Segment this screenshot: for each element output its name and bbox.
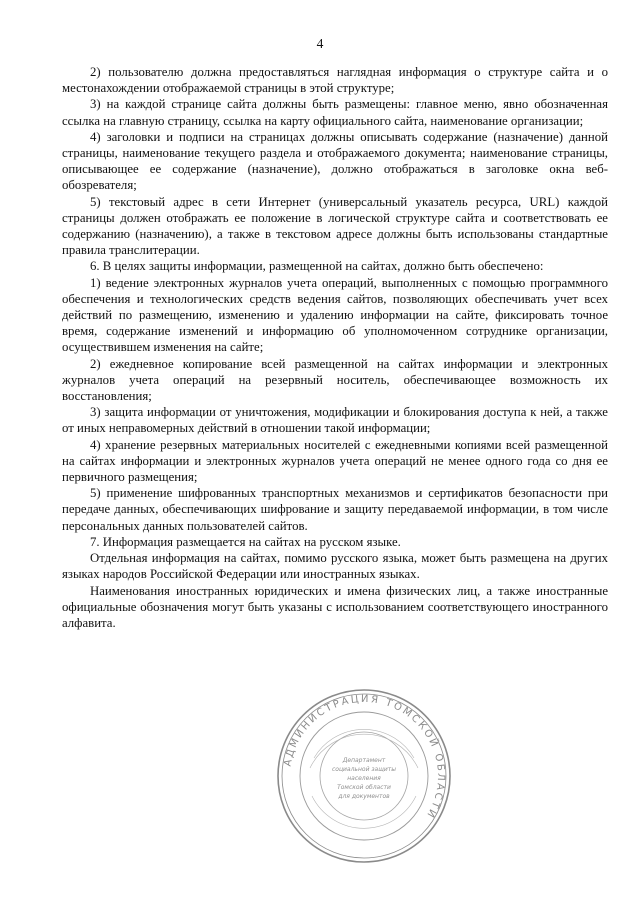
- paragraph: 1) ведение электронных журналов учета операций, выполненных с помощью программного обеспечения и технологических средств ведения сайтов, позволяющих обеспечивать учет всех действий по размещению, изменению и удалению информации на сайте, фиксировать точное время, содержание изменений и информацию об уполномоченном сотруднике организации, осуществившем изменения на сайте;: [62, 275, 608, 355]
- official-seal-stamp: [276, 688, 452, 864]
- paragraph: 4) хранение резервных материальных носителей с ежедневными копиями всей размещенной на сайтах информации и электронных журналов учета операций не менее одного года со дня ее первичного размещения;: [62, 437, 608, 485]
- page-number: 4: [316, 36, 324, 51]
- stamp-center-line: населения: [347, 775, 381, 782]
- stamp-center-line: Департамент: [342, 757, 386, 764]
- stamp-center-line: социальной защиты: [331, 766, 397, 773]
- paragraph: Отдельная информация на сайтах, помимо русского языка, может быть размещена на других языках народов Российской Федерации или иностранных языках.: [62, 551, 608, 582]
- paragraph: 4) заголовки и подписи на страницах должны описывать содержание (назначение) данной страницы, наименование текущего раздела и отображаемого документа; наименование страницы, описывающее ее содержание (назначение), должно отображаться в заголовке окна веб-обозревателя;: [62, 129, 608, 193]
- paragraph: 3) защита информации от уничтожения, модификации и блокирования доступа к ней, а также от иных неправомерных действий в отношении такой информации;: [62, 405, 608, 436]
- paragraph: 3) на каждой странице сайта должны быть размещены: главное меню, явно обозначенная ссылка на главную страницу, ссылка на карту официального сайта, наименование организации;: [62, 97, 608, 128]
- stamp-outer-text: АДМИНИСТРАЦИЯ ТОМСКОЙ ОБЛАСТИ: [282, 693, 447, 821]
- stamp-center-line: для документов: [338, 793, 390, 800]
- paragraph: 5) применение шифрованных транспортных механизмов и сертификатов безопасности при передаче данных, обеспечивающих шифрование и защиту передаваемой информации, в том числе персональных данных пользователей сайтов.: [62, 486, 608, 533]
- paragraph: 2) ежедневное копирование всей размещенной на сайтах информации и электронных журналов учета операций на резервный носитель, обеспечивающее возможность их восстановления;: [62, 356, 608, 404]
- paragraph: 7. Информация размещается на сайтах на русском языке.: [90, 534, 401, 549]
- paragraph: Наименования иностранных юридических и имена физических лиц, а также иностранные официальные обозначения могут быть указаны с использованием соответствующего иностранного алфавита.: [62, 583, 608, 630]
- paragraph: 2) пользователю должна предоставляться наглядная информация о структуре сайта и о местонахождении отображаемой страницы в этой структуре;: [62, 65, 608, 96]
- paragraph: 5) текстовый адрес в сети Интернет (универсальный указатель ресурса, URL) каждой страницы должен отображать ее положение в логической структуре сайта и соответствовать ее содержанию (назначению), а также в текстовом адресе должны быть использованы стандартные правила транслитерации.: [62, 194, 608, 258]
- stamp-center-line: Томской области: [337, 784, 391, 791]
- document-body: [62, 64, 608, 631]
- paragraph: 6. В целях защиты информации, размещенной на сайтах, должно быть обеспечено:: [90, 259, 544, 274]
